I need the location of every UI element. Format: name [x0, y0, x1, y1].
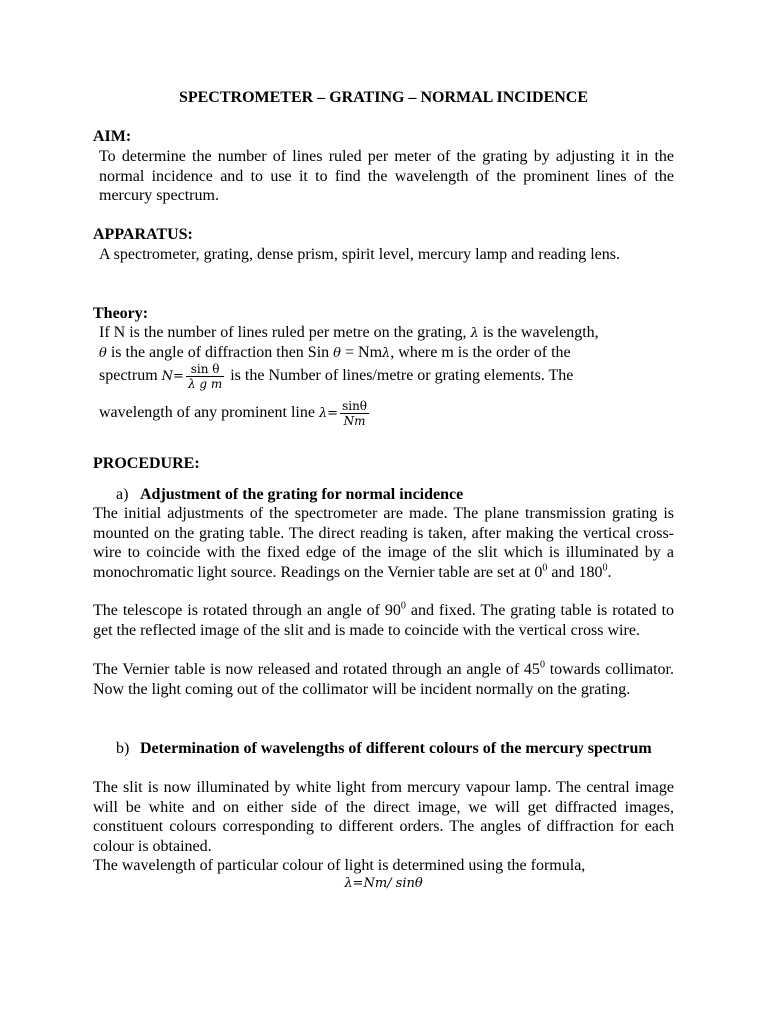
procedure-b-title: b) Determination of wavelengths of different colours of the mercury spectrum: [116, 740, 652, 757]
theory-heading: Theory:: [93, 305, 149, 322]
procedure-a-paragraph-3: The Vernier table is now released and rotated through an angle of $45^0$ towards collimator. Now the light coming out of the collimator will be incident normally on the grating.: [93, 659, 674, 698]
procedure-heading: PROCEDURE:: [93, 455, 200, 472]
procedure-b-paragraph-1: The slit is now illuminated by white light from mercury vapour lamp. The central image will be white and on either side of the direct image, we will get diffracted images, constituent colours corresponding to different orders. The angles of diffraction for each colour is obtained.: [93, 779, 674, 855]
theory-line-4: wavelength of any prominent line λ= $\frac{\sin\theta}{Nm}$: [99, 399, 368, 428]
aim-text: To determine the number of lines ruled per meter of the grating by adjusting it in the normal incidence and to use it to find the wavelength of the prominent lines of the mercury spectrum.: [99, 148, 674, 204]
apparatus-heading: APPARATUS:: [93, 226, 193, 243]
procedure-a-paragraph-1: The initial adjustments of the spectrometer are made. The plane transmission grating is mounted on the grating table. The direct reading is taken, after making the vertical cross-wire to coincide with the fixed edge of the image of the slit which is illuminated by a monochromatic light source. Readings on the Vernier table are set at $0^0$ and $180^0$.: [93, 505, 674, 581]
theory-line-3: spectrum N= $\frac{\text{sin θ}}{\text{λ g m}}$ is the Number of lines/metre or grating elements. The: [99, 362, 574, 391]
procedure-a-title: a) Adjustment of the grating for normal incidence: [116, 486, 464, 503]
apparatus-text: A spectrometer, grating, dense prism, spirit level, mercury lamp and reading lens.: [99, 246, 620, 263]
theory-line-2: θ is the angle of diffraction then Sin θ = Nmλ, where m is the order of the: [99, 344, 571, 361]
theory-line-1: If N is the number of lines ruled per metre on the grating, λ is the wavelength,: [99, 324, 599, 341]
formula-n-fraction: $\frac{\text{sin θ}}{\text{λ g m}}$: [187, 362, 223, 391]
formula-lambda-fraction: $\frac{\sin\theta}{Nm}$: [342, 399, 368, 428]
aim-heading: AIM:: [93, 128, 132, 145]
procedure-a-paragraph-2: The telescope is rotated through an angle of $90^0$ and fixed. The grating table is rotated to get the reflected image of the slit and is made to coincide with the vertical cross wire.: [93, 600, 675, 639]
wavelength-formula: λ=Nm/ sinθ: [344, 876, 423, 891]
page-title: SPECTROMETER – GRATING – NORMAL INCIDENCE: [178, 89, 589, 106]
procedure-b-paragraph-2: The wavelength of particular colour of light is determined using the formula,: [93, 857, 586, 874]
